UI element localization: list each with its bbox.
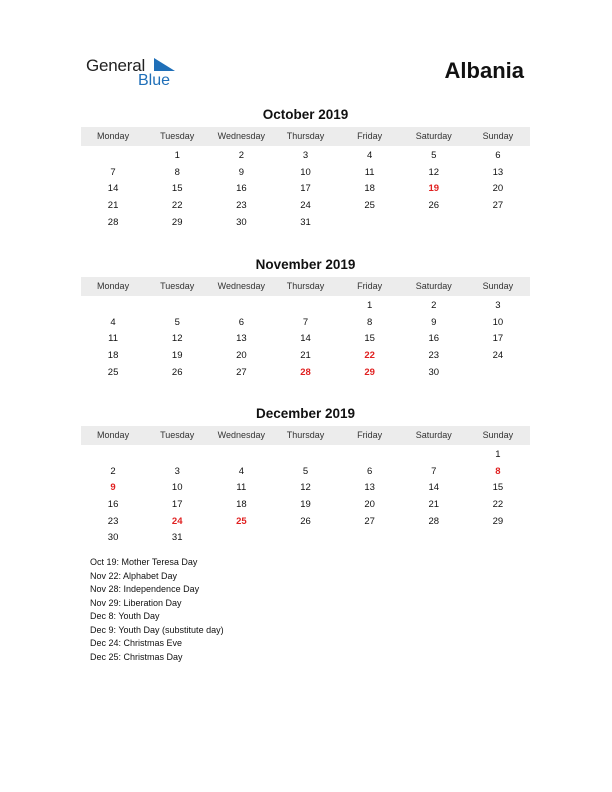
day-cell: 11 <box>236 482 247 494</box>
day-cell: 20 <box>364 499 375 511</box>
logo-blue-text: Blue <box>138 72 171 89</box>
day-cell: 24 <box>492 350 504 362</box>
day-cell: 27 <box>236 366 247 378</box>
weekday-label: Monday <box>97 281 130 291</box>
day-cell: 17 <box>300 183 311 195</box>
day-cell: 14 <box>428 482 440 494</box>
weekday-label: Wednesday <box>217 131 266 141</box>
day-cell: 22 <box>171 200 183 212</box>
day-cell: 12 <box>300 482 311 494</box>
logo-general-text: General <box>86 56 146 75</box>
weekday-label: Sunday <box>482 131 514 141</box>
weekday-label: Sunday <box>482 430 514 440</box>
day-grid <box>81 447 530 547</box>
day-cell: 18 <box>107 350 119 362</box>
holiday-item: Nov 28: Independence Day <box>90 584 200 594</box>
day-cell: 4 <box>110 316 116 328</box>
day-cell: 10 <box>300 166 311 178</box>
day-cell: 10 <box>492 316 504 328</box>
day-empty <box>81 298 145 315</box>
day-cell: 9 <box>238 166 244 178</box>
day-cell-holiday: 25 <box>236 515 247 527</box>
day-cell: 22 <box>492 499 504 511</box>
day-cell: 19 <box>171 350 183 362</box>
day-cell: 1 <box>495 449 501 460</box>
month-october <box>81 106 530 231</box>
day-cell: 17 <box>171 499 183 511</box>
weekday-label: Tuesday <box>160 131 195 141</box>
day-empty <box>402 447 466 464</box>
weekday-label: Wednesday <box>217 430 266 440</box>
day-cell: 3 <box>495 300 501 311</box>
day-cell: 19 <box>300 499 311 511</box>
day-cell: 17 <box>492 333 504 345</box>
day-cell: 26 <box>171 366 183 378</box>
weekday-label: Wednesday <box>217 281 266 291</box>
day-cell-holiday: 24 <box>171 515 183 527</box>
weekday-label: Thursday <box>286 281 325 291</box>
day-cell: 28 <box>107 216 119 228</box>
day-cell: 2 <box>110 465 116 477</box>
weekday-label: Friday <box>357 131 383 141</box>
day-cell: 18 <box>364 183 375 195</box>
day-cell: 30 <box>428 366 440 378</box>
day-cell-holiday: 22 <box>364 350 375 362</box>
weekday-header <box>81 426 530 445</box>
month-december <box>81 405 530 547</box>
day-cell-holiday: 28 <box>300 366 311 378</box>
logo-triangle-icon <box>154 58 175 71</box>
day-cell: 20 <box>492 183 504 195</box>
day-empty <box>145 447 209 464</box>
holiday-item: Nov 22: Alphabet Day <box>90 570 178 581</box>
weekday-label: Friday <box>357 281 383 291</box>
day-cell: 6 <box>495 150 501 161</box>
day-cell-holiday: 29 <box>364 366 375 378</box>
day-cell: 9 <box>431 316 437 328</box>
day-empty <box>273 447 337 464</box>
day-cell: 27 <box>492 200 504 212</box>
month-title: November 2019 <box>255 257 356 272</box>
day-empty <box>145 298 209 315</box>
day-cell: 29 <box>171 216 183 228</box>
holiday-item: Dec 8: Youth Day <box>90 611 160 621</box>
day-cell: 25 <box>364 200 375 212</box>
day-cell: 14 <box>300 333 311 345</box>
day-cell: 27 <box>364 515 375 527</box>
weekday-label: Monday <box>97 430 130 440</box>
day-cell: 15 <box>171 183 183 195</box>
holiday-item: Dec 9: Youth Day (substitute day) <box>90 624 224 635</box>
country-title: Albania <box>444 58 524 83</box>
day-cell: 21 <box>428 499 440 511</box>
day-cell: 12 <box>428 166 440 178</box>
holiday-item: Dec 24: Christmas Eve <box>90 638 183 648</box>
day-cell: 11 <box>108 333 118 345</box>
day-cell: 5 <box>174 316 180 328</box>
holiday-item: Dec 25: Christmas Day <box>90 651 183 662</box>
day-cell: 23 <box>428 350 440 362</box>
day-cell-holiday: 8 <box>495 465 501 477</box>
day-cell: 31 <box>171 532 183 544</box>
weekday-label: Sunday <box>482 281 514 291</box>
day-cell: 16 <box>236 183 247 195</box>
day-cell: 15 <box>364 333 375 345</box>
holiday-list <box>90 556 224 664</box>
weekday-label: Saturday <box>415 281 452 291</box>
day-cell: 26 <box>300 515 311 527</box>
weekday-label: Tuesday <box>160 281 195 291</box>
day-grid <box>81 148 530 231</box>
day-cell: 5 <box>302 465 309 477</box>
day-cell: 24 <box>300 200 311 212</box>
month-title: October 2019 <box>262 107 349 122</box>
day-cell: 6 <box>366 465 373 477</box>
day-cell: 23 <box>107 515 119 527</box>
day-cell: 3 <box>174 465 180 477</box>
day-cell: 12 <box>171 333 183 345</box>
day-cell: 4 <box>238 465 244 477</box>
weekday-label: Tuesday <box>160 430 195 440</box>
day-grid <box>81 298 530 381</box>
day-cell: 6 <box>238 316 244 328</box>
weekday-label: Friday <box>357 430 383 440</box>
logo <box>86 56 186 92</box>
day-cell: 11 <box>364 166 375 178</box>
day-empty <box>209 447 273 464</box>
day-cell: 29 <box>492 515 504 527</box>
day-cell: 1 <box>366 300 373 311</box>
day-cell: 23 <box>236 200 247 212</box>
day-cell: 13 <box>492 166 504 178</box>
holiday-item: Oct 19: Mother Teresa Day <box>90 557 198 567</box>
weekday-label: Thursday <box>286 430 325 440</box>
day-cell: 20 <box>236 350 247 362</box>
day-empty <box>81 148 145 165</box>
day-cell: 21 <box>107 200 119 212</box>
day-cell: 21 <box>300 350 311 362</box>
day-cell: 8 <box>174 166 180 178</box>
day-empty <box>209 298 273 315</box>
weekday-label: Monday <box>97 131 130 141</box>
holiday-item: Nov 29: Liberation Day <box>90 597 182 608</box>
day-cell: 7 <box>302 316 309 328</box>
day-cell: 1 <box>174 150 180 161</box>
day-cell: 2 <box>431 300 437 311</box>
month-november <box>81 256 530 381</box>
weekday-header <box>81 127 530 146</box>
day-cell: 4 <box>366 150 373 161</box>
day-cell: 26 <box>428 200 440 212</box>
weekday-label: Saturday <box>415 131 452 141</box>
day-cell: 18 <box>236 499 247 511</box>
day-empty <box>338 447 402 464</box>
day-cell: 30 <box>107 532 119 544</box>
day-cell: 10 <box>171 482 183 494</box>
weekday-header <box>81 277 530 296</box>
day-cell: 14 <box>107 183 119 195</box>
day-cell: 31 <box>300 216 311 228</box>
day-cell: 15 <box>492 482 504 494</box>
day-cell: 2 <box>238 150 244 161</box>
day-cell: 5 <box>431 150 437 161</box>
day-cell: 16 <box>428 333 440 345</box>
day-cell: 13 <box>236 333 247 345</box>
day-cell: 25 <box>107 366 119 378</box>
weekday-label: Thursday <box>286 131 325 141</box>
weekday-label: Saturday <box>415 430 452 440</box>
day-cell: 7 <box>431 465 437 477</box>
day-cell-holiday: 19 <box>428 183 440 195</box>
day-empty <box>81 447 145 464</box>
day-cell: 30 <box>236 216 247 228</box>
day-cell: 13 <box>364 482 375 494</box>
day-cell: 8 <box>366 316 373 328</box>
day-cell: 28 <box>428 515 440 527</box>
day-cell-holiday: 9 <box>110 482 116 494</box>
day-empty <box>273 298 337 315</box>
day-cell: 7 <box>110 166 116 178</box>
day-cell: 16 <box>107 499 119 511</box>
month-title: December 2019 <box>255 406 356 421</box>
day-cell: 3 <box>302 150 309 161</box>
